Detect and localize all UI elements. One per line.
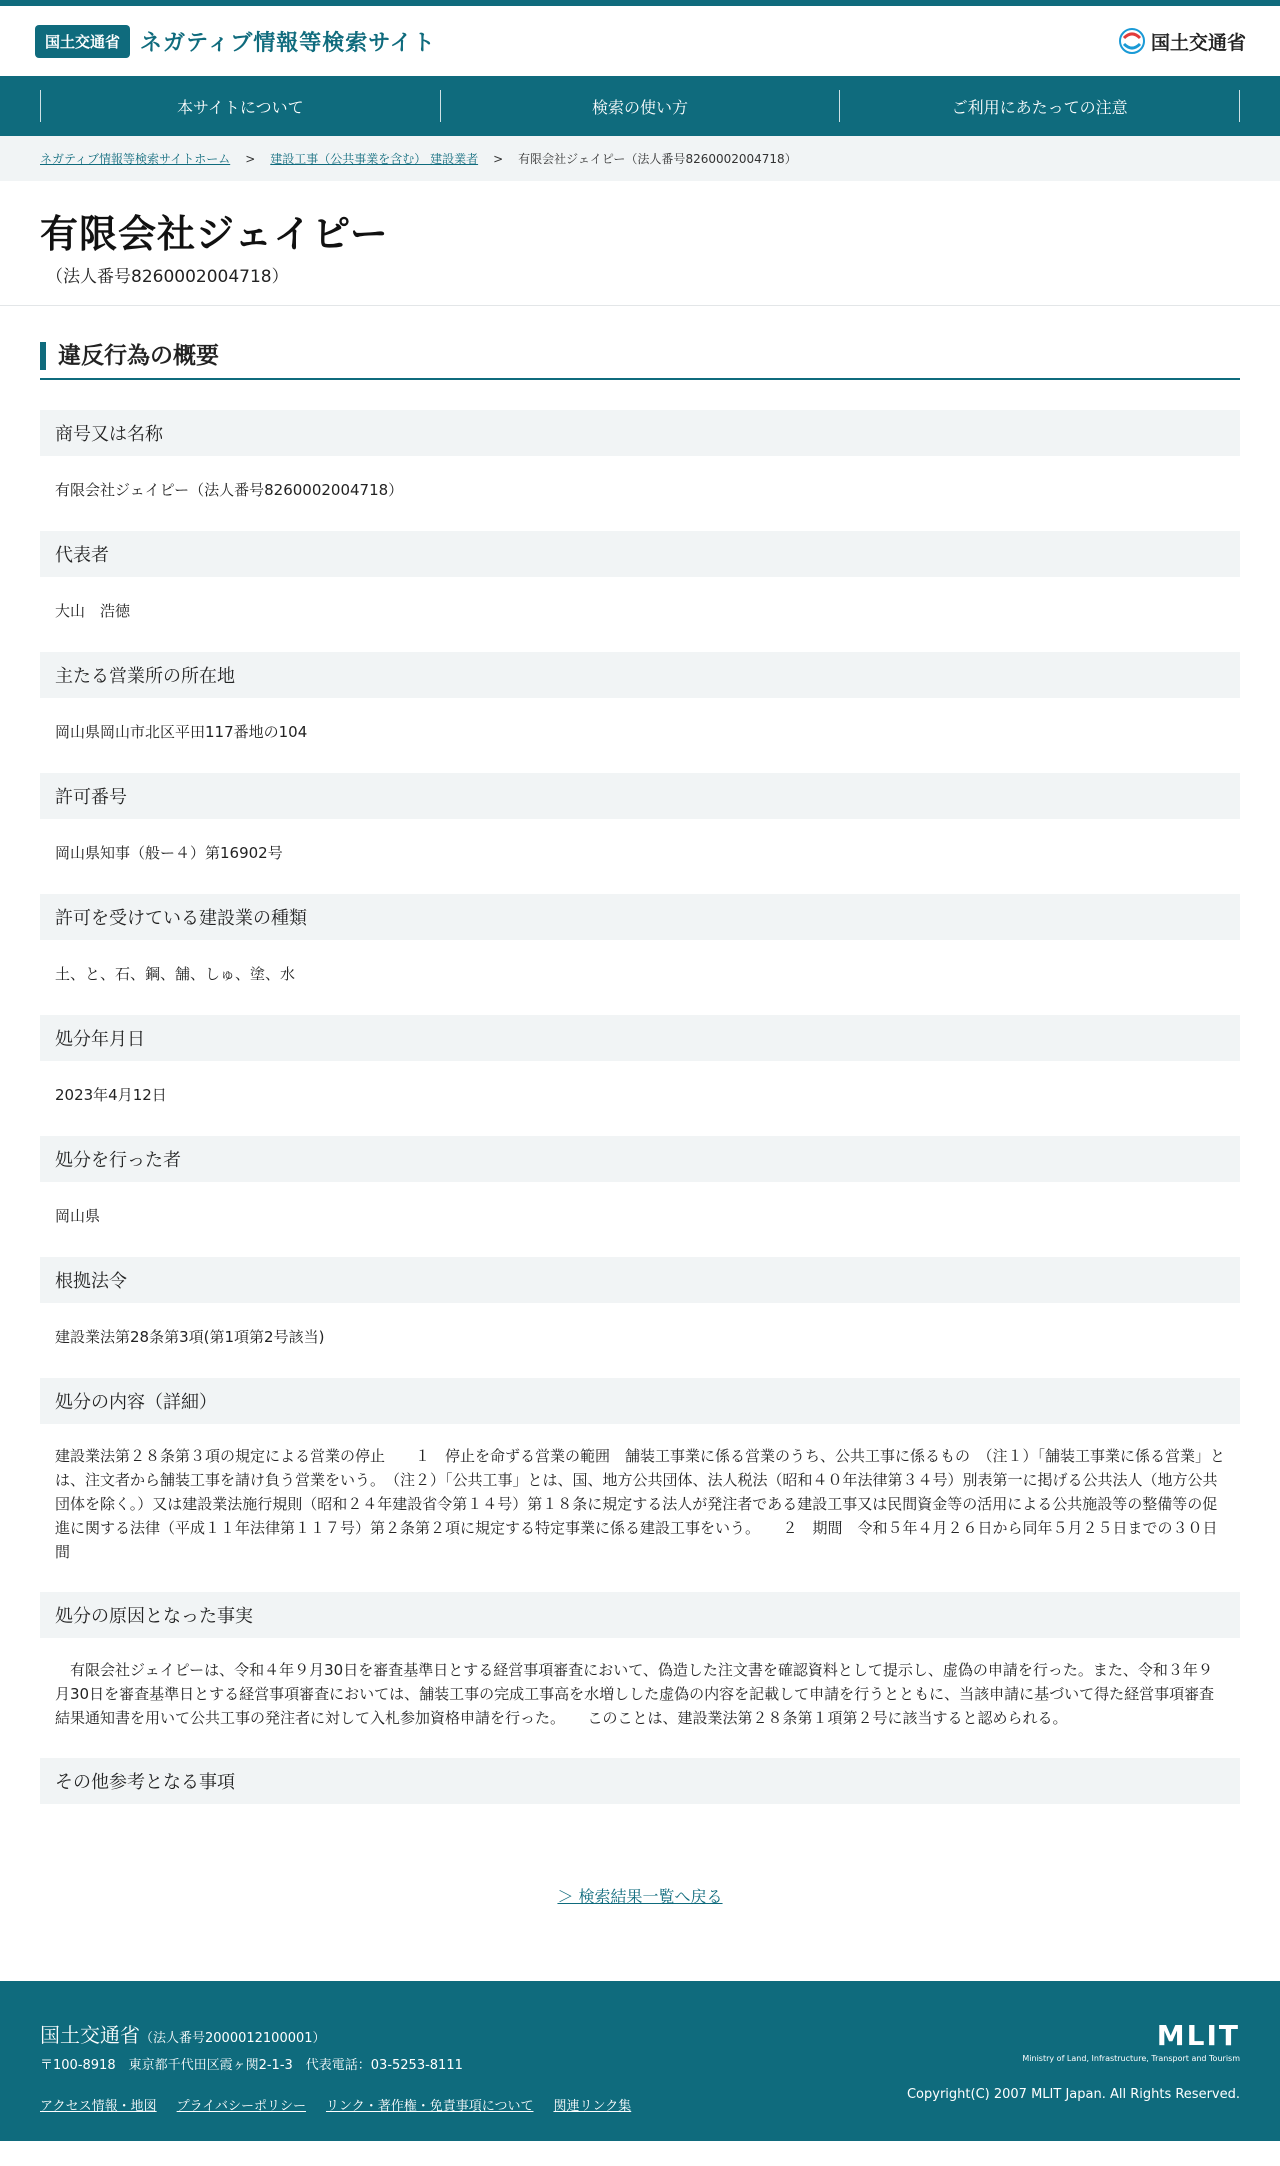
site-header <box>0 6 1280 76</box>
ministry-emblem-icon <box>1119 26 1145 56</box>
page-title: 有限会社ジェイピー <box>40 212 389 256</box>
back-to-results-link[interactable]: ＞ 検索結果一覧へ戻る <box>557 1887 723 1906</box>
footer-link-privacy[interactable]: プライバシーポリシー <box>176 2099 306 2114</box>
ministry-name: 国土交通省 <box>1150 31 1246 54</box>
footer-mlit-logo[interactable] <box>1022 2019 1240 2063</box>
breadcrumb-home-link[interactable]: ネガティブ情報等検索サイトホーム <box>40 152 231 166</box>
field-label: 処分を行った者 <box>40 1136 1240 1182</box>
back-link-wrap <box>40 1804 1240 1981</box>
field-value: 有限会社ジェイピーは、令和４年９月30日を審査基準日とする経営事項審査において、偽造した注文書を確認資料として提示し、虚偽の申請を行った。また、令和３年９月30日を審査基準日とする経営事項審査においては、舗装工事の完成工事高を水増しした虚偽の内容を記載して申請を行うとともに、当該申請に基づいて得た経営事項審査結果通知書を用いて公共工事の発注者に対して入札参加資格申請を行った。 このことは、建設業法第２８条第１項第２号に該当すると認められる。 <box>55 1661 1215 1727</box>
field-value: 2023年4月12日 <box>55 1086 167 1104</box>
breadcrumb-category-link[interactable]: 建設工事（公共事業を含む） 建設業者 <box>270 152 479 166</box>
footer-org-name: 国土交通省 <box>40 2023 140 2047</box>
mlit-logo-subtitle: Ministry of Land, Infrastructure, Transport and Tourism <box>1022 2054 1240 2063</box>
footer-link-access[interactable]: アクセス情報・地図 <box>40 2099 157 2114</box>
field-disposition-date <box>40 1015 1240 1136</box>
main-content <box>0 306 1280 1981</box>
site-footer <box>0 1981 1280 2141</box>
footer-link-copyright[interactable]: リンク・著作権・免責事項について <box>325 2099 534 2114</box>
field-trade-name <box>40 410 1240 531</box>
page-header <box>0 181 1280 306</box>
field-label: 商号又は名称 <box>40 410 1240 456</box>
field-label: 代表者 <box>40 531 1240 577</box>
field-label: 許可番号 <box>40 773 1240 819</box>
field-value: 建設業法第２８条第３項の規定による営業の停止 １ 停止を命ずる営業の範囲 舗装工事業に係る営業のうち、公共工事に係るもの （注１）「舗装工事業に係る営業」とは、注文者から舗装工事を請け負う営業をいう。 （注２）「公共工事」とは、国、地方公共団体、法人税法（昭和４０年法律第３４号）別表第一に掲げる公共法人（地方公共団体を除く。）又は建設業法施行規則（昭和２４年建設省令第１４号）第１８条に規定する法人が発注者である建設工事又は民間資金等の活用による公共施設等の整備等の促進に関する法律（平成１１年法律第１１７号）第２条第２項に規定する特定事業に係る建設工事をいう。 ２ 期間 令和５年４月２６日から同年５月２５日までの３０日間 <box>55 1447 1226 1561</box>
breadcrumb-current: 有限会社ジェイピー（法人番号8260002004718） <box>518 152 797 166</box>
mlit-logo-text: MLIT <box>1156 2019 1240 2052</box>
site-title: ネガティブ情報等検索サイト <box>140 30 436 56</box>
field-label: 根拠法令 <box>40 1257 1240 1303</box>
ministry-logo[interactable] <box>1119 26 1246 56</box>
field-license-number <box>40 773 1240 894</box>
field-disposing-authority <box>40 1136 1240 1257</box>
footer-org-number: （法人番号2000012100001） <box>140 2031 326 2046</box>
field-main-office <box>40 652 1240 773</box>
nav-item-about[interactable]: 本サイトについて <box>40 90 440 122</box>
field-representative <box>40 531 1240 652</box>
breadcrumb <box>0 136 1280 181</box>
footer-address: 〒100-8918 東京都千代田区霞ヶ関2-1-3 代表電話：03-5253-8111 <box>40 2058 463 2073</box>
field-label: 許可を受けている建設業の種類 <box>40 894 1240 940</box>
field-value: 岡山県岡山市北区平田117番地の104 <box>55 723 308 741</box>
main-nav <box>0 76 1280 136</box>
field-label: 処分年月日 <box>40 1015 1240 1061</box>
field-other-notes <box>40 1758 1240 1804</box>
nav-item-how-to-search[interactable]: 検索の使い方 <box>440 90 840 122</box>
field-value: 建設業法第28条第3項(第1項第2号該当) <box>55 1328 325 1346</box>
field-license-types <box>40 894 1240 1015</box>
field-label: 主たる営業所の所在地 <box>40 652 1240 698</box>
ministry-badge: 国土交通省 <box>35 25 130 58</box>
section-divider <box>40 378 1240 380</box>
footer-copyright: Copyright(C) 2007 MLIT Japan. All Rights Reserved. <box>906 2087 1240 2102</box>
field-label: 処分の内容（詳細） <box>40 1378 1240 1424</box>
field-label: 処分の原因となった事実 <box>40 1592 1240 1638</box>
field-cause-facts <box>40 1592 1240 1758</box>
field-value: 岡山県知事（般ー４）第16902号 <box>55 844 283 862</box>
field-value: 岡山県 <box>55 1207 101 1225</box>
field-value: 土、と、石、鋼、舗、しゅ、塗、水 <box>55 965 296 983</box>
breadcrumb-separator: > <box>493 151 504 166</box>
field-disposition-details <box>40 1378 1240 1592</box>
page-corporate-number: （法人番号8260002004718） <box>46 267 289 287</box>
site-brand[interactable] <box>35 25 436 58</box>
field-label: その他参考となる事項 <box>40 1758 1240 1804</box>
breadcrumb-separator: > <box>245 151 256 166</box>
footer-link-related[interactable]: 関連リンク集 <box>553 2099 632 2114</box>
section-heading: 違反行為の概要 <box>40 342 1240 370</box>
field-legal-basis <box>40 1257 1240 1378</box>
field-value: 有限会社ジェイピー（法人番号8260002004718） <box>55 481 404 499</box>
nav-item-notes[interactable]: ご利用にあたっての注意 <box>839 90 1240 122</box>
field-value: 大山 浩徳 <box>55 602 131 620</box>
